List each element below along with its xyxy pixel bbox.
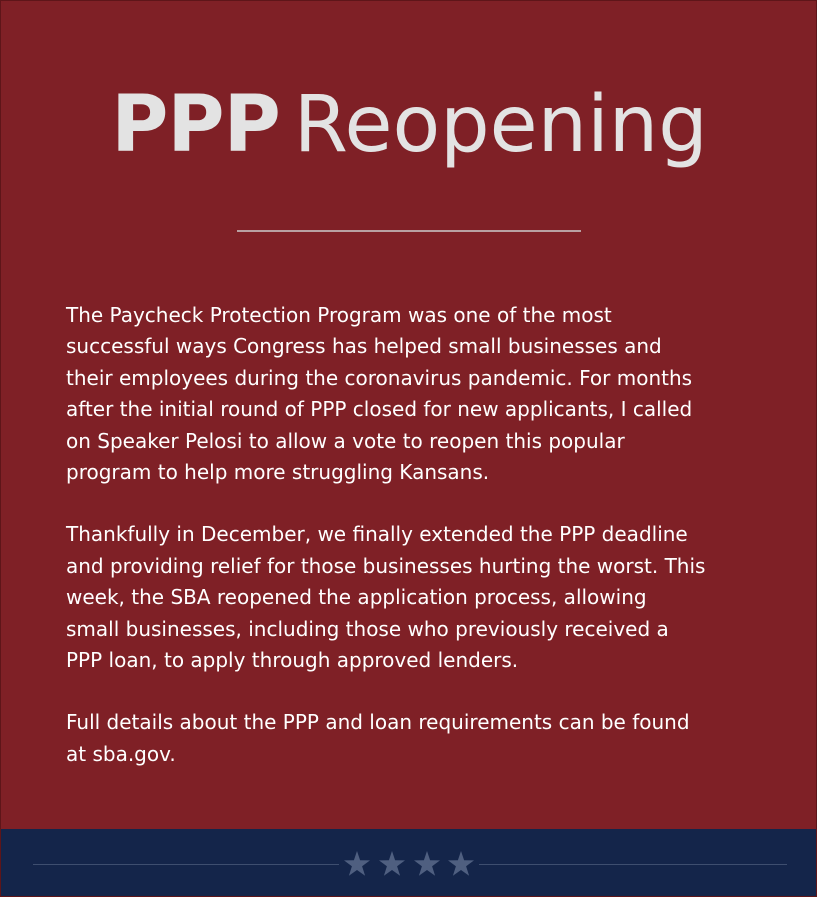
footer-band: [1, 829, 817, 897]
star-icon: [344, 851, 370, 876]
star-icon: [448, 851, 474, 876]
stars-row: [339, 846, 479, 882]
star-icon: [414, 851, 440, 876]
paragraph-1: The Paycheck Protection Program was one of the most successful ways Congress has helped small businesses and their employees during the coronavirus pandemic. For months after the initial round of PPP closed for new applicants, I called on Speaker Pelosi to allow a vote to reopen this popular program to help more struggling Kansans.: [66, 303, 693, 485]
paragraph-3: Full details about the PPP and loan requirements can be found at sba.gov.: [66, 710, 690, 766]
title-bold-word: PPP: [111, 80, 280, 170]
page-title: [1, 79, 817, 171]
footer-rule-right: [479, 864, 787, 865]
star-icon: [379, 851, 405, 876]
stars-svg: [339, 846, 479, 882]
paragraph-2: Thankfully in December, we finally extended the PPP deadline and providing relief for those businesses hurting the worst. This week, the SBA reopened the application process, allowing small businesses, including those who previously received a PPP loan, to apply through approved lenders.: [66, 522, 706, 673]
footer-rule-left: [33, 864, 339, 865]
title-divider: [237, 230, 581, 232]
article-body: [66, 300, 756, 801]
title-light-word: Reopening: [293, 80, 708, 170]
